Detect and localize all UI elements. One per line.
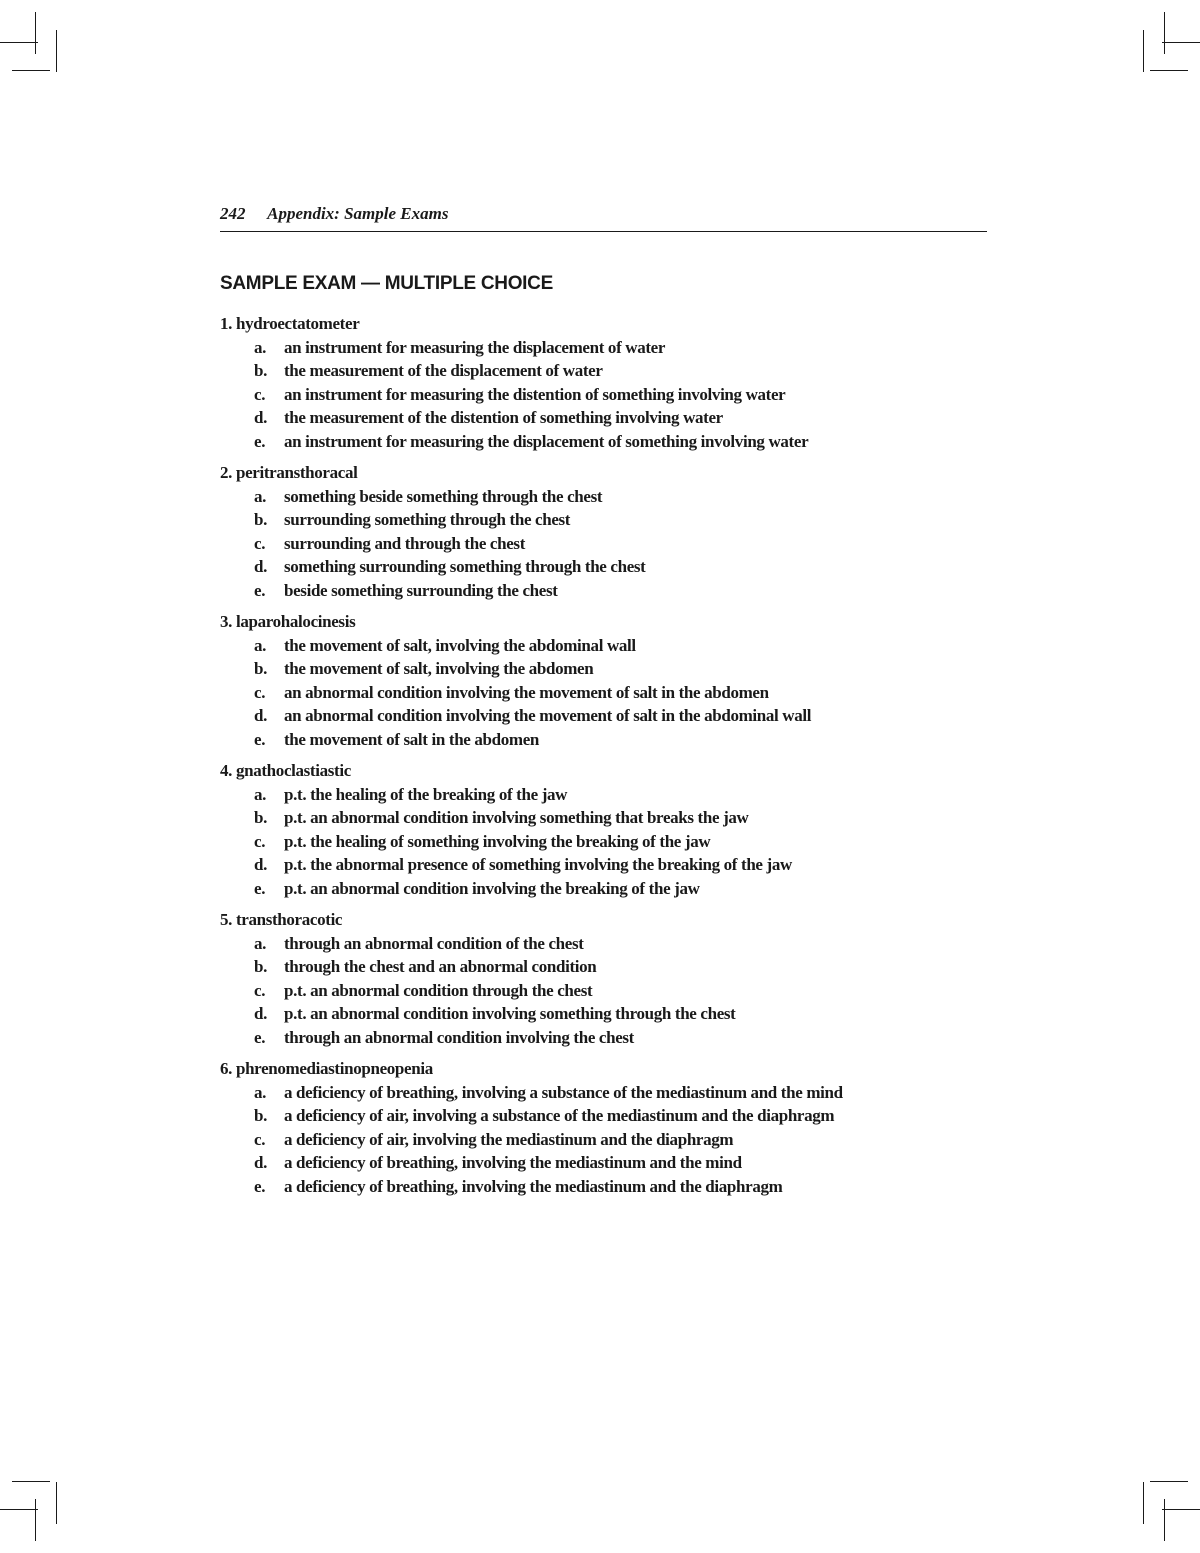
question-item	[220, 461, 980, 602]
option-letter: c.	[254, 980, 266, 1000]
answer-option	[220, 1175, 980, 1199]
option-letter: e.	[254, 1176, 266, 1196]
option-letter: c.	[254, 831, 266, 851]
option-letter: e.	[254, 1027, 266, 1047]
question-term: hydroectatometer	[235, 314, 360, 333]
question-heading	[220, 759, 980, 783]
option-text: the measurement of the distention of something involving water	[284, 408, 723, 427]
option-letter: c.	[254, 384, 266, 404]
question-term: peritransthoracal	[235, 463, 358, 482]
question-term: laparohalocinesis	[235, 612, 356, 631]
answer-option	[220, 579, 980, 603]
option-text: an instrument for measuring the displacement of water	[284, 337, 666, 357]
crop-mark	[1164, 1499, 1165, 1541]
option-text: the movement of salt in the abdomen	[284, 729, 540, 749]
crop-mark	[1162, 42, 1200, 43]
option-letter: a.	[254, 933, 267, 953]
answer-option	[220, 979, 980, 1003]
option-text: p.t. an abnormal condition involving the breaking of the jaw	[284, 878, 700, 898]
answer-option	[220, 932, 980, 956]
option-letter: e.	[254, 878, 266, 898]
question-heading	[220, 461, 980, 485]
option-letter: b.	[254, 361, 268, 380]
running-title: Appendix: Sample Exams	[267, 204, 449, 223]
crop-mark	[12, 70, 50, 71]
answer-option	[220, 1104, 980, 1128]
question-term: transthoracotic	[235, 910, 343, 929]
crop-mark	[1143, 1482, 1144, 1524]
question-term: gnathoclastiastic	[235, 761, 351, 780]
option-text: p.t. an abnormal condition involving something through the chest	[284, 1004, 736, 1023]
crop-mark	[56, 1482, 57, 1524]
option-text: an abnormal condition involving the movement of salt in the abdomen	[284, 682, 769, 702]
answer-option	[220, 406, 980, 430]
answer-option	[220, 1151, 980, 1175]
option-text: a deficiency of air, involving the mediastinum and the diaphragm	[284, 1129, 734, 1149]
crop-mark	[1162, 1509, 1200, 1510]
option-letter: e.	[254, 729, 266, 749]
question-number: 6.	[220, 1059, 233, 1078]
answer-option	[220, 657, 980, 681]
answer-option	[220, 508, 980, 532]
option-text: p.t. the healing of the breaking of the jaw	[284, 784, 568, 804]
option-text: an abnormal condition involving the movement of salt in the abdominal wall	[284, 706, 812, 725]
answer-option	[220, 1081, 980, 1105]
option-letter: d.	[254, 408, 268, 427]
answer-option	[220, 728, 980, 752]
option-text: the movement of salt, involving the abdominal wall	[284, 635, 636, 655]
option-letter: d.	[254, 557, 268, 576]
option-letter: a.	[254, 784, 267, 804]
option-letter: e.	[254, 431, 266, 451]
answer-option	[220, 555, 980, 579]
question-number: 3.	[220, 612, 233, 631]
running-header	[220, 203, 987, 232]
crop-mark	[0, 42, 38, 43]
section-title: SAMPLE EXAM — MULTIPLE CHOICE	[220, 273, 553, 294]
page-number: 242	[220, 204, 246, 223]
answer-option	[220, 704, 980, 728]
option-letter: b.	[254, 659, 268, 678]
option-text: the movement of salt, involving the abdomen	[284, 659, 594, 678]
option-letter: a.	[254, 486, 267, 506]
option-text: a deficiency of breathing, involving the mediastinum and the diaphragm	[284, 1176, 783, 1196]
crop-mark	[1164, 12, 1165, 54]
option-letter: a.	[254, 337, 267, 357]
option-text: a deficiency of air, involving a substance of the mediastinum and the diaphragm	[284, 1106, 835, 1125]
answer-option	[220, 1002, 980, 1026]
question-item	[220, 908, 980, 1049]
option-letter: d.	[254, 706, 268, 725]
option-letter: c.	[254, 1129, 266, 1149]
question-number: 4.	[220, 761, 233, 780]
question-heading	[220, 312, 980, 336]
option-letter: c.	[254, 682, 266, 702]
answer-option	[220, 806, 980, 830]
answer-option	[220, 336, 980, 360]
answer-option	[220, 430, 980, 454]
answer-option	[220, 359, 980, 383]
option-text: an instrument for measuring the distention of something involving water	[284, 384, 786, 404]
crop-mark	[12, 1481, 50, 1482]
option-letter: e.	[254, 580, 266, 600]
crop-mark	[1143, 30, 1144, 72]
option-text: p.t. an abnormal condition involving something that breaks the jaw	[284, 808, 749, 827]
option-text: a deficiency of breathing, involving a substance of the mediastinum and the mind	[284, 1082, 843, 1102]
question-item	[220, 312, 980, 453]
option-letter: d.	[254, 1153, 268, 1172]
option-letter: b.	[254, 1106, 268, 1125]
option-text: surrounding something through the chest	[284, 510, 571, 529]
question-number: 5.	[220, 910, 233, 929]
question-number: 2.	[220, 463, 233, 482]
option-letter: b.	[254, 957, 268, 976]
answer-option	[220, 877, 980, 901]
crop-mark	[56, 30, 57, 72]
option-letter: c.	[254, 533, 266, 553]
question-number: 1.	[220, 314, 233, 333]
option-letter: a.	[254, 1082, 267, 1102]
crop-mark	[35, 1499, 36, 1541]
answer-option	[220, 681, 980, 705]
option-text: a deficiency of breathing, involving the mediastinum and the mind	[284, 1153, 742, 1172]
question-term: phrenomediastinopneopenia	[235, 1059, 433, 1078]
option-letter: b.	[254, 808, 268, 827]
question-item	[220, 759, 980, 900]
answer-option	[220, 383, 980, 407]
option-letter: b.	[254, 510, 268, 529]
question-item	[220, 1057, 980, 1198]
option-text: p.t. an abnormal condition through the chest	[284, 980, 593, 1000]
option-text: through the chest and an abnormal condition	[284, 957, 597, 976]
answer-option	[220, 1128, 980, 1152]
answer-option	[220, 634, 980, 658]
crop-mark	[1150, 1481, 1188, 1482]
crop-mark	[35, 12, 36, 54]
question-heading	[220, 908, 980, 932]
crop-mark	[1150, 70, 1188, 71]
option-text: through an abnormal condition of the chest	[284, 933, 584, 953]
option-text: surrounding and through the chest	[284, 533, 526, 553]
option-text: something beside something through the chest	[284, 486, 603, 506]
option-text: beside something surrounding the chest	[284, 580, 558, 600]
question-list	[220, 312, 980, 1206]
option-text: something surrounding something through the chest	[284, 557, 646, 576]
option-letter: d.	[254, 855, 268, 874]
answer-option	[220, 830, 980, 854]
option-letter: d.	[254, 1004, 268, 1023]
option-text: through an abnormal condition involving the chest	[284, 1027, 634, 1047]
crop-mark	[0, 1509, 38, 1510]
answer-option	[220, 955, 980, 979]
option-text: an instrument for measuring the displacement of something involving water	[284, 431, 809, 451]
option-letter: a.	[254, 635, 267, 655]
answer-option	[220, 485, 980, 509]
option-text: p.t. the healing of something involving the breaking of the jaw	[284, 831, 711, 851]
answer-option	[220, 783, 980, 807]
question-heading	[220, 1057, 980, 1081]
question-item	[220, 610, 980, 751]
answer-option	[220, 853, 980, 877]
answer-option	[220, 1026, 980, 1050]
question-heading	[220, 610, 980, 634]
option-text: p.t. the abnormal presence of something involving the breaking of the jaw	[284, 855, 792, 874]
option-text: the measurement of the displacement of water	[284, 361, 603, 380]
answer-option	[220, 532, 980, 556]
